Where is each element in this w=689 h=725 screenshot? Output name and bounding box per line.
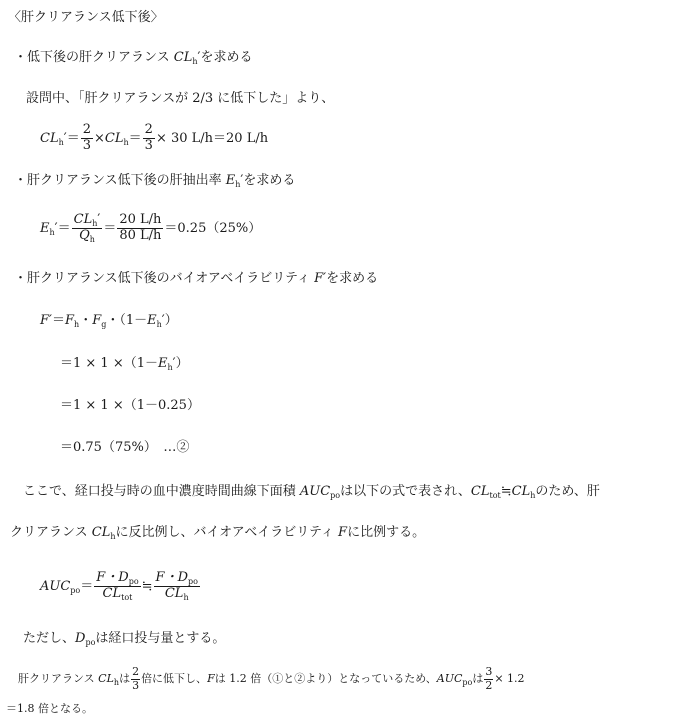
bullet-2-var: E <box>225 173 236 188</box>
conclusion-frac2-den: 2 <box>485 678 493 692</box>
bullet-2-suffix: を求める <box>243 173 296 188</box>
eq1-lhs-prime: ′ <box>63 130 67 146</box>
conclusion-fraction-2 <box>484 666 493 692</box>
bullet-step-1 <box>14 51 252 66</box>
para1-cl-h-sub: h <box>530 491 536 500</box>
conclusion-frac2-num: 3 <box>485 665 493 678</box>
eq4-d1-sub: tot <box>121 593 133 603</box>
bullet-2-var-sub: h <box>235 180 241 189</box>
eq2-equals: ＝ <box>57 221 71 237</box>
eq1-times: × <box>94 130 105 146</box>
eq4-n1-sub: po <box>128 577 139 586</box>
eq2-den <box>72 229 103 244</box>
eq3-l2-e-sub: h <box>167 363 173 372</box>
para1-a: ここで、経口投与時の血中濃度時間曲線下面積 <box>10 484 300 499</box>
conclusion-cl: CL <box>98 672 114 686</box>
para1-cl-h: CL <box>511 484 531 499</box>
bullet-1-var: CL <box>173 50 193 65</box>
eq3-fh: F <box>65 313 75 328</box>
eq4-d2: CL <box>164 586 184 602</box>
eq2-num2: 20 L/h <box>119 212 162 228</box>
eq1-lhs: CL <box>40 130 59 146</box>
eq2-lhs-prime: ′ <box>54 221 58 237</box>
note-dpo <box>10 632 225 647</box>
eq3-l2-b: ′） <box>172 356 189 371</box>
setup-text: 設問中、「肝クリアランスが 2/3 に低下した」より、 <box>26 91 335 106</box>
eq1-fraction-1 <box>81 123 93 154</box>
eq3-dot: ・ <box>79 313 93 328</box>
bullet-step-2 <box>14 174 295 189</box>
note-d: D <box>75 631 86 646</box>
eq2-fraction-symbolic <box>72 213 103 244</box>
conclusion-frac1-den: 3 <box>132 678 140 692</box>
bullet-1-var-sub: h <box>192 57 198 66</box>
conclusion-e: は <box>472 672 484 686</box>
eq1-frac1-den: 3 <box>82 137 91 153</box>
para1-auc-sub: po <box>330 491 341 500</box>
eq2-den-var: Q <box>79 228 90 244</box>
para2-c: に比例する。 <box>347 525 426 540</box>
bullet-step-3 <box>14 272 378 285</box>
eq4-fraction-2 <box>154 571 200 602</box>
eq1-cl: CL <box>104 130 124 146</box>
eq4-frac1-den <box>94 587 140 602</box>
conclusion-frac1-num: 2 <box>132 665 140 678</box>
eq2-num-prime: ′ <box>97 212 101 227</box>
conclusion-f: F <box>207 672 215 686</box>
eq4-frac1-num <box>94 571 140 587</box>
eq1-rest: × 30 L/h＝20 L/h <box>155 130 269 146</box>
eq4-n2-sub: po <box>188 577 198 586</box>
eq2-fraction-numeric <box>117 213 163 244</box>
eq4-n1: F・D <box>96 570 129 585</box>
conclusion-cl-sub: h <box>113 678 120 688</box>
para1-b: は以下の式で表され、 <box>340 484 471 499</box>
note-a: ただし、 <box>10 631 76 646</box>
eq2-equals-2: ＝ <box>103 221 117 237</box>
eq4-frac2-den <box>154 587 200 602</box>
para2-a: クリアランス <box>10 525 92 540</box>
eq3-fh-sub: h <box>74 320 80 329</box>
eq3-lhs: F′ <box>40 313 52 328</box>
para1-cl-tot: CL <box>470 484 490 499</box>
eq4-approx: ≒ <box>141 579 153 595</box>
eq2-den-sub: h <box>89 235 95 245</box>
paragraph-auc-1 <box>10 485 600 500</box>
note-d-sub: po <box>85 638 96 647</box>
eq2-num-sub: h <box>92 219 98 228</box>
conclusion-fraction-1 <box>131 666 140 692</box>
eq4-fraction-1 <box>94 571 140 602</box>
eq1-frac2-den: 3 <box>144 137 153 153</box>
para1-c: のため、肝 <box>535 484 600 499</box>
conclusion-b: は <box>119 672 131 686</box>
eq2-lhs-sub: h <box>49 228 55 238</box>
conclusion-g: × 1.2 <box>494 672 525 686</box>
eq4-equals: ＝ <box>80 579 94 595</box>
eq3-line-4: ＝0.75（75%） …② <box>60 440 190 455</box>
bullet-2-prefix: ・肝クリアランス低下後の肝抽出率 <box>14 173 226 188</box>
conclusion-auc-sub: po <box>462 678 473 688</box>
para1-auc: AUC <box>299 484 331 499</box>
eq3-equals: ＝ <box>51 313 65 328</box>
eq3-fg: F <box>92 313 102 328</box>
eq3-l2-e: E <box>158 356 168 371</box>
conclusion-c: 倍に低下し、 <box>141 672 208 686</box>
eq3-fg-sub: g <box>101 320 107 329</box>
bullet-1-var-prime: ′ <box>197 50 201 65</box>
bullet-1-prefix: ・低下後の肝クリアランス <box>14 50 174 65</box>
para1-cl-tot-sub: tot <box>489 491 501 500</box>
equation-cl-prime <box>40 123 268 154</box>
section-header: 〈肝クリアランス低下後〉 <box>8 10 164 25</box>
eq3-line-3: ＝1 × 1 ×（1－0.25） <box>60 398 200 413</box>
eq2-num-var: CL <box>73 212 93 227</box>
eq3-rest-a: ・（1－ <box>106 313 148 328</box>
equation-auc <box>40 571 201 602</box>
conclusion-d: は 1.2 倍（①と②より）となっているため、 <box>214 672 437 686</box>
bullet-3-suffix: を求める <box>326 271 379 286</box>
eq2-den2: 80 L/h <box>119 228 162 244</box>
para2-f: F <box>338 525 348 540</box>
para2-b: に反比例し、バイオアベイラビリティ <box>115 525 339 540</box>
eq2-lhs: E <box>40 221 50 237</box>
bullet-3-prefix: ・肝クリアランス低下後のバイオアベイラビリティ <box>14 271 315 286</box>
para2-cl-sub: h <box>110 532 116 541</box>
eq1-equals: ＝ <box>66 130 80 146</box>
conclusion-line-1 <box>18 666 525 692</box>
eq3-l2-a: ＝1 × 1 ×（1－ <box>60 356 158 371</box>
paragraph-auc-2 <box>10 526 425 541</box>
eq1-equals-2: ＝ <box>128 130 142 146</box>
bullet-3-var: F′ <box>314 271 327 286</box>
eq2-num <box>72 213 103 229</box>
conclusion-auc: AUC <box>436 672 463 686</box>
bullet-1-suffix: を求める <box>200 50 253 65</box>
para2-cl: CL <box>91 525 111 540</box>
eq3-rest-b: ′） <box>161 313 178 328</box>
eq2-rest: ＝0.25（25%） <box>164 221 262 237</box>
conclusion-line-2: ＝1.8 倍となる。 <box>6 702 93 715</box>
conclusion-a: 肝クリアランス <box>18 672 99 686</box>
para1-approx: ≒ <box>500 484 512 499</box>
eq4-d1: CL <box>102 586 122 602</box>
eq4-lhs-sub: po <box>70 586 81 596</box>
equation-extraction-ratio <box>40 213 261 244</box>
bullet-2-var-prime: ′ <box>240 173 244 188</box>
eq1-lhs-sub: h <box>58 137 64 147</box>
eq1-fraction-2 <box>143 123 155 154</box>
note-b: は経口投与量とする。 <box>95 631 226 646</box>
eq3-eh: E <box>147 313 157 328</box>
eq1-frac2-num: 2 <box>144 122 153 137</box>
eq1-frac1-num: 2 <box>82 122 91 137</box>
eq4-lhs: AUC <box>40 579 71 595</box>
eq4-n2: F・D <box>155 570 188 585</box>
eq3-line-2 <box>60 357 189 372</box>
eq4-d2-sub: h <box>183 593 189 603</box>
eq3-eh-sub: h <box>156 320 162 329</box>
eq3-line-1 <box>40 314 178 329</box>
eq4-frac2-num <box>154 571 200 587</box>
eq1-cl-sub: h <box>123 137 129 147</box>
